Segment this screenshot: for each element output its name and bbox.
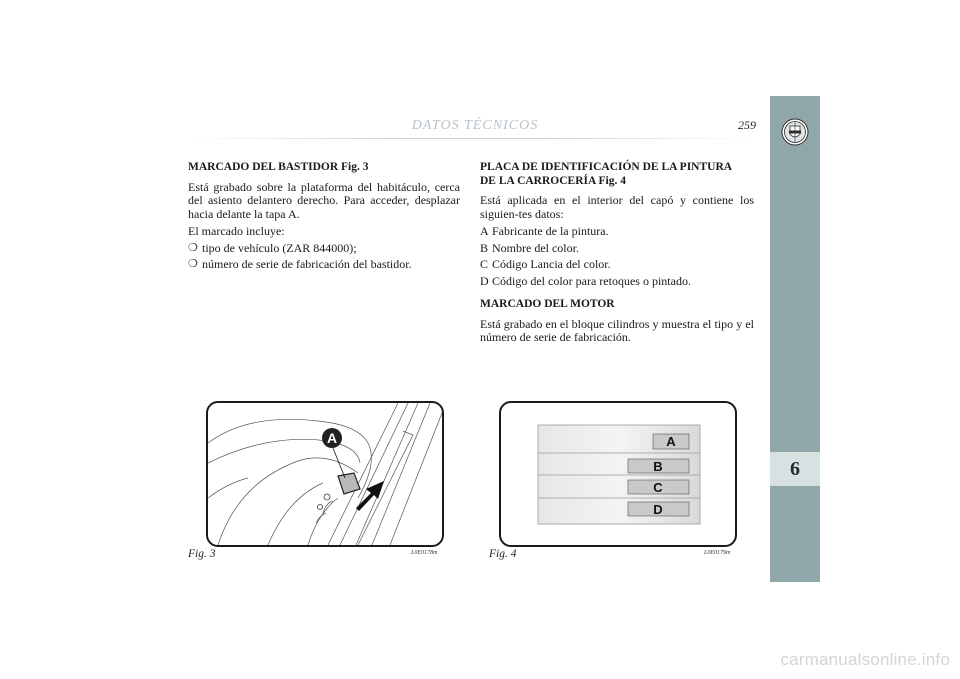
list-item-text: Código Lancia del color. bbox=[492, 257, 611, 271]
cover-plate-shape bbox=[338, 473, 360, 494]
plate-label-d: D bbox=[653, 502, 663, 517]
chassis-marking-paragraph: Está grabado sobre la plataforma del habitáculo, cerca del asiento delantero derecho. Para acceder, desplazar hacia delante la tapa A. bbox=[188, 179, 460, 221]
list-item-letter: C bbox=[480, 257, 489, 271]
chassis-marking-heading: MARCADO DEL BASTIDOR Fig. 3 bbox=[188, 161, 369, 173]
chapter-number: 6 bbox=[770, 452, 820, 486]
paint-plate-heading-line-1: PLACA DE IDENTIFICACIÓN DE LA PINTURA bbox=[480, 161, 733, 173]
list-item-text: número de serie de fabricación del bastidor. bbox=[202, 257, 412, 271]
list-item bbox=[480, 258, 754, 272]
engine-marking-paragraph: Está grabado en el bloque cilindros y muestra el tipo y el número de serie de fabricación. bbox=[480, 316, 754, 344]
chapter-side-strip bbox=[770, 96, 820, 582]
seat-floor-illustration bbox=[208, 403, 442, 545]
figure-4-paint-plate-illustration bbox=[499, 401, 737, 547]
left-column bbox=[188, 161, 460, 275]
callout-a-label: A bbox=[326, 430, 338, 446]
page-number: 259 bbox=[738, 118, 756, 132]
chassis-marking-list bbox=[188, 242, 460, 272]
lancia-shield-icon bbox=[781, 118, 809, 146]
list-item-letter: D bbox=[480, 273, 489, 288]
list-item bbox=[188, 258, 460, 272]
list-item-letter: B bbox=[480, 240, 489, 255]
list-item bbox=[480, 242, 754, 256]
paint-plate-illustration bbox=[501, 403, 735, 545]
paint-plate-heading-line-2: DE LA CARROCERÍA Fig. 4 bbox=[480, 174, 627, 187]
figure-4-code: L0E0179m bbox=[704, 550, 731, 556]
figure-3-caption: Fig. 3 bbox=[188, 548, 216, 560]
section-title: DATOS TÉCNICOS bbox=[411, 118, 539, 133]
list-item bbox=[480, 275, 754, 289]
figure-4-caption: Fig. 4 bbox=[489, 548, 517, 560]
site-watermark: carmanualsonline.info bbox=[780, 650, 950, 669]
plate-label-a: A bbox=[666, 434, 676, 449]
paint-plate-paragraph: Está aplicada en el interior del capó y contiene los siguien-tes datos: bbox=[480, 193, 754, 221]
header-rule bbox=[186, 138, 756, 139]
list-item-letter: A bbox=[480, 224, 489, 238]
list-item bbox=[480, 225, 754, 239]
figure-3-chassis-illustration bbox=[206, 401, 444, 547]
engine-marking-heading: MARCADO DEL MOTOR bbox=[480, 298, 615, 310]
list-item-text: Nombre del color. bbox=[492, 240, 579, 255]
list-item-text: Fabricante de la pintura. bbox=[492, 224, 609, 238]
paint-plate-heading bbox=[480, 161, 754, 188]
plate-label-b: B bbox=[653, 459, 663, 474]
chassis-marking-intro: El marcado incluye: bbox=[188, 224, 285, 238]
bullet-circle-icon: ❍ bbox=[188, 241, 198, 254]
list-item-text: tipo de vehículo (ZAR 844000); bbox=[202, 240, 357, 255]
right-column bbox=[480, 161, 754, 349]
paint-plate-list bbox=[480, 225, 754, 288]
arrow-icon bbox=[356, 481, 384, 511]
plate-label-c: C bbox=[653, 480, 663, 495]
list-item bbox=[188, 242, 460, 256]
figure-3-code: L0E0178m bbox=[411, 550, 438, 556]
list-item-text: Código del color para retoques o pintado. bbox=[492, 273, 691, 288]
bullet-circle-icon: ❍ bbox=[188, 258, 198, 270]
